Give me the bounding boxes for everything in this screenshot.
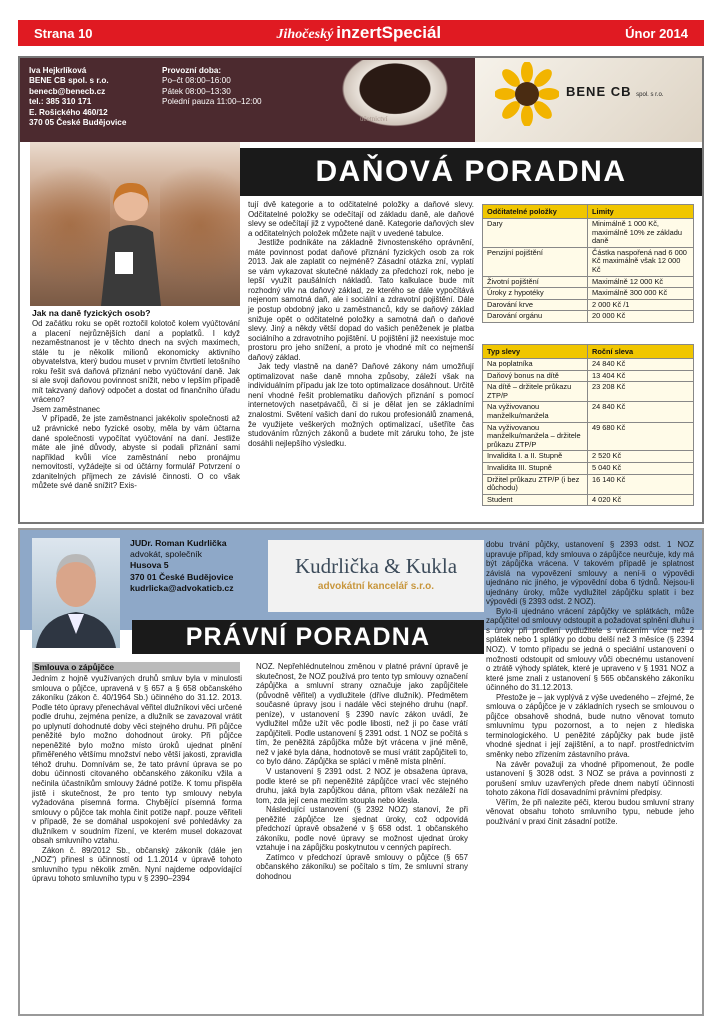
coffee-cup-image [320, 60, 470, 142]
paragraph: V ustanovení § 2391 odst. 2 NOZ je obsažena úprava, podle které se při nepeněžité zápůjčce vrací věc stejného druhu, jaká byla zapůjčkou dána, přitom však nezáleží na tom, zda její cena mezitím stoupla nebo klesla. [256, 767, 468, 805]
paragraph: Zákon č. 89/2012 Sb., občanský zákoník (dále jen „NOZ“) přinesl s účinností od 1.1.2014 v úpravě tohoto smluvního typu několik změn. Nyní najdeme odpovídající úpravu tohoto smluvního typu v § 2390–2394 [32, 845, 242, 884]
legal-column-3 [486, 540, 694, 826]
cup-label: účetnictví [360, 115, 388, 123]
paragraph: Jak tedy vlastně na daně? Daňové zákony nám umožňují optimalizovat naše daně mnoha způsoby, záleží však na individuálním případu jak lze toto optimalizace dosáhnout. Určitě není vhodné řešit problematiku daňových přiznání s pomocí internetových nasetpávačů, či si je dělat jen se základními znalostmi. Světení vašich daní do rukou profesionálů znamená, že využijete veškerých možných optimalizací, ušetříte čas studováním různých zákonů a budete mít záruku toho, že jste dosáhli nejlepšího výsledku. [248, 362, 474, 448]
tax-column-1 [32, 319, 240, 491]
firm-subtitle: advokátní kancelář s.r.o. [317, 581, 435, 592]
table-cell: Penzijní pojištění [483, 247, 588, 276]
contact-email[interactable]: benecb@benecb.cz [29, 86, 106, 96]
hours-line: Polední pauza 11:00–12:00 [162, 97, 262, 107]
paragraph: Jedním z hojně využívaných druhů smluv byla v minulosti smlouva o půjčce, upravená v § 657 a § 658 občanského zákoníku (zákon č. 40/1964 Sb.) účinného do 31.12. 2013. Podle této úpravy přenechával věřitel dlužníkovi věci určené podle druhu, zejména peníze, a dlužník se zavazoval vrátit po uplynutí dohodnuté doby věci stejného druhu. Při půjčce peněžité bylo možno dohodnout úroky. Při půjčce nepeněžité bylo možno místo úroků ujednat plnění přiměřeného většímu množství nebo větší jakosti, zpravidla téhož druhu. Domnívám se, že tato právní úprava se po dobu účinnosti citovaného občanského zákoníku vžila a nečinila účastníkům smlouvy žádné potíže. K tomu přispěla jistě i skutečnost, že pro tento typ smlouvy nebyla vyžadována písemná forma. Chybějící písemná forma smlouvy o půjčce tak mohla činit potíže např. pouze věřiteli v případě, že se domáhal uspokojení své pohledávky za dlužníkem v soudním řízení, ve kterém musel dokazovat obsah smluvního vztahu. [32, 674, 242, 846]
lawyer-name: JUDr. Roman Kudrlička [130, 538, 227, 548]
lawyer-city: 370 01 České Budějovice [130, 571, 234, 582]
table-cell: Na vyživovanou manželku/manžela [483, 402, 588, 422]
table-row [483, 247, 694, 276]
table-row [483, 359, 694, 371]
contact-line: Iva Hejkrlíková [29, 66, 87, 75]
table-row [483, 288, 694, 300]
table-cell: Maximálně 12 000 Kč [588, 276, 694, 288]
table-cell: Životní pojištění [483, 276, 588, 288]
table-cell: Držitel průkazu ZTP/P (i bez důchodu) [483, 474, 588, 494]
table-row [483, 462, 694, 474]
page-header [18, 20, 704, 46]
tax-credits-table: Typ slevy Roční sleva Na poplatníka 24 840 Kč Daňový bonus na dítě 13 404 Kč Na dítě – držitele průkazu ZTP/P 23 208 Kč Na vyživovanou manželku/manžela 24 840 Kč Na vyživovanou manželku/manžela – držitele průkazu ZTP/P 49 680 Kč Invalidita I. a II. Stupně 2 520 Kč Invalidita III. Stupně 5 040 Kč Držitel průkazu ZTP/P (i bez důchodu) 16 140 Kč Student 4 020 Kč [482, 344, 694, 506]
paragraph: Na závěr považuji za vhodné připomenout, že podle ustanovení § 3028 odst. 3 NOZ se práva a povinnosti z porušení smluv uzavřených přede dnem nabytí účinnosti tohoto zákona řídí dosavadními právními předpisy. [486, 759, 694, 798]
brand-logo [277, 23, 442, 43]
table-cell: 49 680 Kč [588, 422, 694, 451]
paragraph: Následující ustanovení (§ 2392 NOZ) stanoví, že při peněžité zápůjčce lze sjednat úroky, což odpovídá předchozí úpravě obsažené v § 658 odst. 1 občanského zákoníku, podle nové úpravy se možnost ujednat úroky vztahuje i na zápůjčku poskytnutou v cenných papírech. [256, 805, 468, 853]
paragraph: Přestože je – jak vyplývá z výše uvedeného – zřejmé, že smlouva o zápůjčce je v základních rysech se smlouvou o půjčce obsahově shodná, bude nutno věnovat tomuto smluvnímu typu pozornost, a to nejen z hlediska terminologického. U peněžité zápůjčky pak bude jistě vhodné sjednat i její zajištění, a to např. prostřednictvím směnky nebo zřízením zástavního práva. [486, 692, 694, 760]
table-row [483, 382, 694, 402]
paragraph: dobu trvání půjčky, ustanovení § 2393 odst. 1 NOZ upravuje případ, kdy smlouva o zápůjčce neurčuje, kdy má být zápůjčka vrácena. V takovém případě je splatnost závislá na vypovězení smlouvy a není-li o výpovědi ujednáno nic jiného, je výpovědní doba 6 týdnů. Nejsou-li ujednány úroky, může vydlužitel zápůjčku splatit i bez výpovědi (§ 2393 odst. 2 NOZ). [486, 540, 694, 607]
table-cell: Student [483, 494, 588, 506]
contact-line: E. Rošického 460/12 [29, 107, 108, 117]
table-cell: Maximálně 300 000 Kč [588, 288, 694, 300]
table-cell: 4 020 Kč [588, 494, 694, 506]
table-cell: Na dítě – držitele průkazu ZTP/P [483, 382, 588, 402]
table-row [483, 451, 694, 463]
lawyer-street: Husova 5 [130, 560, 169, 571]
table-row [483, 422, 694, 451]
hours-title: Provozní doba: [162, 66, 222, 75]
bene-logo: BENE CB spol. s r.o. [566, 84, 664, 99]
lawyer-role: advokát, společník [130, 549, 202, 560]
legal-subheading: Smlouva o zápůjčce [32, 662, 240, 673]
legal-column-1 [32, 674, 242, 884]
tax-question-heading: Jak na daně fyzických osob? [32, 308, 151, 318]
subheading: Jsem zaměstnanec [32, 404, 100, 414]
lawyer-contact-block [130, 538, 234, 594]
table-cell: Invalidita III. Stupně [483, 462, 588, 474]
issue-date: Únor 2014 [625, 25, 688, 41]
table-row [483, 370, 694, 382]
table-cell: 13 404 Kč [588, 370, 694, 382]
sunflower-icon [495, 62, 559, 126]
opening-hours [162, 66, 262, 108]
tax-title: DAŇOVÁ PORADNA [240, 148, 702, 196]
legal-column-2 [256, 662, 468, 882]
table-cell: 24 840 Kč [588, 359, 694, 371]
table-cell: 5 040 Kč [588, 462, 694, 474]
paragraph: Od začátku roku se opět roztočil kolotoč kolem vyúčtování a placení nejrůznějších daní a poplatků. I když nezaměstnanost je v těchto dnech na svých maximech, stále tu je několik milionů ekonomicky aktivního obyvatelstva, který budou muset v prvním čtvrtletí letošního roku řešit svá daňová přiznání nebo vyúčtování daně. Jak si ale svoji daňovou povinnost snížit, nebo v lepším případě mít takzvaný daňový odpočet a dostat od finančního úřadu vráceno? [32, 319, 240, 405]
contact-line: 370 05 České Budějovice [29, 118, 127, 128]
table-row [483, 276, 694, 288]
hours-line: Po–čt 08:00–16:00 [162, 76, 231, 86]
table-row [483, 219, 694, 248]
lawyer-photo [32, 538, 120, 648]
table-row [483, 311, 694, 323]
tax-contact-block [29, 66, 126, 128]
table-cell: 2 520 Kč [588, 451, 694, 463]
lawyer-email[interactable]: kudrlicka@advokaticb.cz [130, 582, 234, 593]
table-cell: Úroky z hypotéky [483, 288, 588, 300]
brand-main: inzertSpeciál [336, 23, 442, 42]
table-row [483, 474, 694, 494]
paragraph: Věřím, že při nalezite péči, kterou budou smluvní strany věnovat obsahu tohoto smluvního typu, nebude jeho používání v praxi činit zásadní potíže. [486, 797, 694, 826]
paragraph: V případě, že jste zaměstnanci jakékoliv společnosti až už právnické nebo fyzické osoby, měla by vám účtarna dané společnosti vypočítat vyúčtování na daní. Jestliže máte ale jiné důvody, abyste si podali přiznání sami například kvůli více zaměstnání nebo pronájmu nemovitostí, vyžádejte si od účtárny formulář Potvrzení o zdanitelných příjmech ze závislé činnosti. O co však můžete své daně snížit? Exis- [32, 414, 240, 491]
table-row [483, 299, 694, 311]
advisor-photo [30, 142, 240, 306]
hours-line: Pátek 08:00–13:30 [162, 86, 231, 96]
paragraph: Zatímco v předchozí úpravě smlouvy o půjčce (§ 657 občanského zákoníku) se počítalo s tím, že smluvní strany dohodnou [256, 852, 468, 882]
table-cell: Minimálně 1 000 Kč, maximálně 10% ze základu daně [588, 219, 694, 248]
deductions-table: Odčitatelné položky Limity Dary Minimálně 1 000 Kč, maximálně 10% ze základu daně Penzijní pojištění Částka naspořená nad 6 000 Kč maximálně však 12 000 Kč Životní pojištění Maximálně 12 000 Kč Úroky z hypotéky Maximálně 300 000 Kč Darování krve 2 000 Kč /1 Darování orgánu 20 000 Kč [482, 204, 694, 323]
paragraph: Bylo-li ujednáno vrácení zápůjčky ve splátkách, může zapůjčitel od smlouvy odstoupit a požadovat splnění dluhu i s úroky při prodlení vydlužitele s vrácením více než 2 splátek nebo 1 splátky po dobu delší než 3 měsíce (§ 2394 NOZ). V tomto případu se jedná o speciální ustanovení o možnosti odstoupit od smlouvy vůči obecnému ustanovení o ztrátě výhody splátek, které je upraveno v § 1931 NOZ a které jsme znali z ustanovení § 565 občanského zákoníku účinného do 31.12.2013. [486, 606, 694, 693]
paragraph: Jestliže podnikáte na základně živnostenského oprávnění, máte povinnost podat daňové přiznání fyzických osob za rok 2013. Jak ale zaplatit co nejméně? Zásadní otázka zní, vyplatí se vám vykazovat skutečné náklady za předchozí rok, nebo je lepší využít paušálních nákladů. Tato kalkulace bude mít rozhodný vliv na daňový základ, ze kterého se dále vypočítává nejenom samotná daň, ale i sociální a zdravotní pojištění. Dále je postup obdobný jako u zaměstnanců, kdy se daňový základ snižuje opět o odčitatelné položky a samotná daň o daňové slevy. Jiný a někdy větší dopad do vašich peněženek je platba sociálního a zdravotního pojištění. U pojištění již neexistuje moc prostoru pro jeho snížení, a proto je vhodné mít co nejmenší daňový základ. [248, 238, 474, 362]
tax-advice-section [18, 56, 704, 524]
page-number: Strana 10 [34, 25, 93, 41]
paragraph: tují dvě kategorie a to odčitatelné položky a daňové slevy. Odčitatelné položky se odečítají od základu daně, ale daňové slevy se odečítají již z vypočtené daně. Kategorie daňových slev a odčitatelných položek můžete najít v uvedené tabulce. [248, 200, 474, 238]
tax-column-2 [248, 200, 474, 448]
table-cell: Na poplatníka [483, 359, 588, 371]
table-cell: 24 840 Kč [588, 402, 694, 422]
firm-name: Kudrlička & Kukla [294, 554, 458, 578]
table-row [483, 402, 694, 422]
table-cell: Invalidita I. a II. Stupně [483, 451, 588, 463]
table-cell: Darování orgánu [483, 311, 588, 323]
table-cell: Dary [483, 219, 588, 248]
legal-title: PRÁVNÍ PORADNA [132, 620, 484, 654]
table-cell: Na vyživovanou manželku/manžela – držitele průkazu ZTP/P [483, 422, 588, 451]
table-cell: 16 140 Kč [588, 474, 694, 494]
table-cell: Daňový bonus na dítě [483, 370, 588, 382]
table-cell: 2 000 Kč /1 [588, 299, 694, 311]
law-firm-logo [268, 540, 484, 612]
table-cell: Částka naspořená nad 6 000 Kč maximálně však 12 000 Kč [588, 247, 694, 276]
legal-advice-section [18, 528, 704, 1016]
contact-line: tel.: 385 310 171 [29, 97, 92, 107]
paragraph: NOZ. Nepřehlédnutelnou změnou v platné právní úpravě je skutečnost, že NOZ používá pro tento typ smlouvy označení zápůjčka a smluvní strany označuje jako zapůjčitele (původně věřitel) a vydlužitele (dříve dlužník). Předmětem současné úpravy jsou i nadále věci stejného druhu (např. peníze), v ustanovení § 2390 navíc zákon uvádí, že vydlužitel může užít věc podle libosti, než ji po čase vrátí zapůjčiteli. Podle ustanovení § 2391 odst. 1 NOZ se počítá s tím, že peněžitá zápůjčka může být vrácena v jiné měně, než v jaké byla dána, hodnotově se musí vrátit zapůjčiteli to, co bylo dáno. Zápůjčka se splácí v měně místa plnění. [256, 662, 468, 767]
table-cell: Darování krve [483, 299, 588, 311]
contact-line: BENE CB spol. s r.o. [29, 76, 109, 86]
table-cell: 20 000 Kč [588, 311, 694, 323]
brand-italic: Jihočeský [276, 27, 334, 42]
table-row [483, 494, 694, 506]
table-cell: 23 208 Kč [588, 382, 694, 402]
